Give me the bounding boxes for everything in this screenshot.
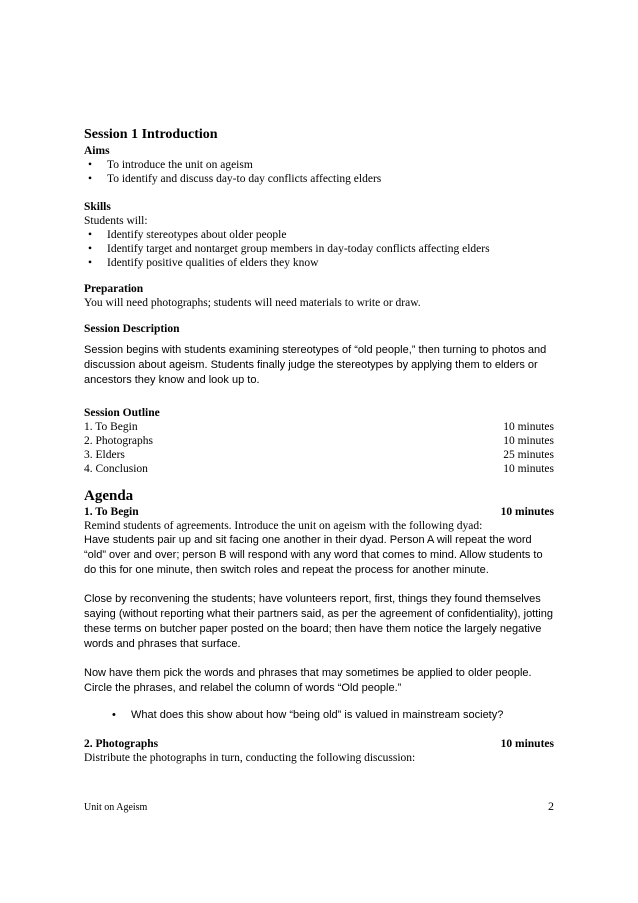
list-item: • What does this show about how “being old” is valued in mainstream society? [108,708,554,723]
aims-list [84,158,554,186]
outline-time: 25 minutes [503,449,554,461]
to-begin-title: 1. To Begin [84,506,139,518]
aims-heading: Aims [84,145,110,157]
photographs-time: 10 minutes [500,738,554,750]
skills-intro: Students will: [84,215,148,227]
outline-time: 10 minutes [503,435,554,447]
outline-row [84,434,554,448]
to-begin-time: 10 minutes [500,506,554,518]
outline-row [84,420,554,434]
description-heading: Session Description [84,323,180,335]
photographs-header [84,737,554,751]
list-item: • Identify stereotypes about older people [84,228,554,242]
to-begin-para3: Now have them pick the words and phrases that may sometimes be applied to older people. Circle the phrases, and relabel the column of words “Old people.” [84,667,532,694]
photographs-text: Distribute the photographs in turn, conducting the following discussion: [84,752,416,764]
session-title: Session 1 Introduction [84,127,218,142]
document-page [84,127,554,765]
outline-row [84,462,554,476]
outline-item: 2. Photographs [84,435,153,447]
page-number: 2 [548,799,554,813]
outline-heading: Session Outline [84,407,160,419]
list-item: • To identify and discuss day-to day conflicts affecting elders [84,172,554,186]
to-begin-para1-rest: Have students pair up and sit facing one another in their dyad. Person A will repeat the word “old” over and over; person B will respond with any word that comes to mind. Allow students to do this for one minute, then switch roles and repeat the process for another minute. [84,534,543,576]
to-begin-para2: Close by reconvening the students; have volunteers report, first, things they found themselves saying (without reporting what their partners said, as per the agreement of confidentiality), jotting these terms on butcher paper posted on the board; then have them notice the largely negative words and phrases that surface. [84,593,553,650]
preparation-heading: Preparation [84,283,144,295]
to-begin-para1-line1: Remind students of agreements. Introduce the unit on ageism with the following dyad: [84,520,483,532]
outline-row [84,448,554,462]
outline-item: 3. Elders [84,449,125,461]
page-footer [84,799,554,815]
skills-heading: Skills [84,201,111,213]
outline-time: 10 minutes [503,463,554,475]
footer-title: Unit on Ageism [84,802,148,813]
photographs-title: 2. Photographs [84,738,159,750]
outline-list [84,420,554,476]
outline-item: 4. Conclusion [84,463,148,475]
question-list [84,708,554,723]
outline-item: 1. To Begin [84,421,138,433]
list-item: • Identify positive qualities of elders they know [84,256,554,270]
list-item: • Identify target and nontarget group members in day-today conflicts affecting elders [84,242,554,256]
agenda-heading: Agenda [84,488,134,504]
outline-time: 10 minutes [503,421,554,433]
list-item: • To introduce the unit on ageism [84,158,554,172]
skills-list [84,228,554,270]
preparation-text: You will need photographs; students will need materials to write or draw. [84,297,421,309]
description-text: Session begins with students examining stereotypes of “old people,” then turning to photos and discussion about ageism. Students finally judge the stereotypes by applying them to elders or ancestors they know and look up to. [84,344,547,386]
to-begin-header [84,505,554,519]
